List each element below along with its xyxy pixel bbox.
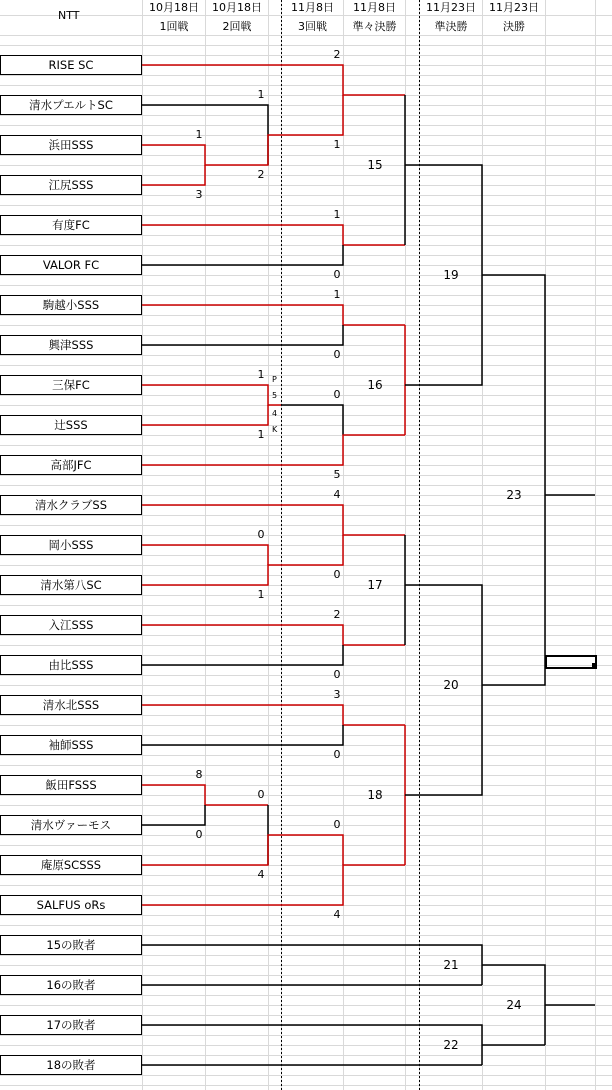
- score-round2: 0: [257, 528, 265, 541]
- bracket-line: [142, 305, 405, 325]
- score-round1: 0: [195, 828, 203, 841]
- round-name: 準々決勝: [352, 20, 397, 33]
- round-date: 11月8日: [291, 1, 334, 14]
- bracket-line: [142, 165, 205, 185]
- bracket-line: [142, 835, 343, 865]
- round-date: 11月23日: [489, 1, 539, 14]
- match-number: 18: [367, 788, 383, 802]
- bracket-line: [142, 405, 268, 425]
- team-box: 入江SSS: [0, 615, 142, 635]
- bracket-line: [142, 645, 343, 665]
- match-number: 20: [443, 678, 459, 692]
- team-box: 駒越小SSS: [0, 295, 142, 315]
- score-round3: 2: [333, 48, 341, 61]
- match-number: 16: [367, 378, 383, 392]
- score-round2: 1: [257, 588, 265, 601]
- match-number: 17: [367, 578, 383, 592]
- team-box: SALFUS oRs: [0, 895, 142, 915]
- score-round1: 8: [195, 768, 203, 781]
- score-round3: 0: [333, 668, 341, 681]
- pk-label: K: [272, 425, 278, 434]
- score-round3: 0: [333, 268, 341, 281]
- score-round2: 4: [257, 868, 265, 881]
- team-box: 三保FC: [0, 375, 142, 395]
- bracket-line: [281, 405, 343, 435]
- sheet-title: NTT: [58, 9, 80, 22]
- score-round3: 0: [333, 748, 341, 761]
- bracket-line: [405, 585, 482, 685]
- score-round2: 2: [257, 168, 265, 181]
- score-round2: 1: [257, 88, 265, 101]
- match-number: 22: [443, 1038, 459, 1052]
- team-box: 庵原SCSSS: [0, 855, 142, 875]
- bracket-line: [405, 685, 482, 795]
- score-round3: 0: [333, 348, 341, 361]
- team-box: VALOR FC: [0, 255, 142, 275]
- team-box: 清水ヴァーモス: [0, 815, 142, 835]
- score-round3: 1: [333, 138, 341, 151]
- team-box: 岡小SSS: [0, 535, 142, 555]
- team-box: 江尻SSS: [0, 175, 142, 195]
- score-round3: 4: [333, 908, 341, 921]
- bracket-line: [142, 65, 405, 95]
- bracket-line: [142, 625, 405, 645]
- bracket-line: [142, 785, 268, 805]
- score-round3: 0: [333, 818, 341, 831]
- bracket-line: [142, 705, 405, 725]
- bracket-line: [142, 725, 343, 745]
- pk-label: 4: [272, 409, 278, 418]
- score-round2: 0: [257, 788, 265, 801]
- bracket-line: [142, 225, 405, 245]
- team-box: 飯田FSSS: [0, 775, 142, 795]
- team-box: 清水北SSS: [0, 695, 142, 715]
- round-date: 11月23日: [426, 1, 476, 14]
- round-name: 1回戦: [159, 20, 189, 33]
- round-date: 10月18日: [212, 1, 262, 14]
- score-round3: 3: [333, 688, 341, 701]
- team-box: 袖師SSS: [0, 735, 142, 755]
- round-date: 11月8日: [353, 1, 396, 14]
- score-round3: 4: [333, 488, 341, 501]
- bracket-line: [142, 325, 343, 345]
- score-round2: 1: [257, 428, 265, 441]
- bracket-line: [142, 805, 205, 825]
- match-number: 19: [443, 268, 459, 282]
- bracket-line: [142, 545, 268, 565]
- score-round1: 1: [195, 128, 203, 141]
- final-match-number: 23: [506, 488, 522, 502]
- bracket-line: [142, 865, 405, 905]
- bracket-line: [142, 245, 343, 265]
- team-box: RISE SC: [0, 55, 142, 75]
- score-round3: 1: [333, 208, 341, 221]
- round-name: 準決勝: [434, 20, 468, 33]
- match-number: 21: [443, 958, 459, 972]
- team-box: 由比SSS: [0, 655, 142, 675]
- bracket-line: [142, 435, 405, 465]
- team-box: 清水プエルトSC: [0, 95, 142, 115]
- bracket-line: [482, 495, 545, 685]
- score-round3: 5: [333, 468, 341, 481]
- bracket-line: [142, 535, 343, 585]
- score-round1: 3: [195, 188, 203, 201]
- pk-label: 5: [272, 391, 278, 400]
- score-round3: 1: [333, 288, 341, 301]
- bracket-line: [482, 275, 545, 495]
- score-round3: 0: [333, 568, 341, 581]
- score-round3: 0: [333, 388, 341, 401]
- team-box: 興津SSS: [0, 335, 142, 355]
- round-name: 決勝: [503, 20, 525, 33]
- loser-team-box: 16の敗者: [0, 975, 142, 995]
- bracket-line: [405, 275, 482, 385]
- team-box: 清水クラブSS: [0, 495, 142, 515]
- loser-team-box: 15の敗者: [0, 935, 142, 955]
- team-box: 浜田SSS: [0, 135, 142, 155]
- round-date: 10月18日: [149, 1, 199, 14]
- bracket-line: [142, 945, 482, 985]
- team-box: 辻SSS: [0, 415, 142, 435]
- third-place-match-number: 24: [506, 998, 522, 1012]
- bracket-line: [405, 165, 482, 275]
- loser-team-box: 17の敗者: [0, 1015, 142, 1035]
- bracket-line: [142, 1025, 482, 1065]
- round-name: 2回戦: [222, 20, 252, 33]
- team-box: 有度FC: [0, 215, 142, 235]
- score-round3: 2: [333, 608, 341, 621]
- selected-cell-handle[interactable]: [592, 663, 596, 667]
- team-box: 高部JFC: [0, 455, 142, 475]
- match-number: 15: [367, 158, 383, 172]
- score-round2: 1: [257, 368, 265, 381]
- selected-cell[interactable]: [545, 655, 597, 669]
- round-name: 3回戦: [298, 20, 327, 33]
- bracket-line: [142, 505, 405, 535]
- loser-team-box: 18の敗者: [0, 1055, 142, 1075]
- bracket-line: [142, 385, 281, 405]
- pk-label: P: [272, 375, 277, 384]
- team-box: 清水第八SC: [0, 575, 142, 595]
